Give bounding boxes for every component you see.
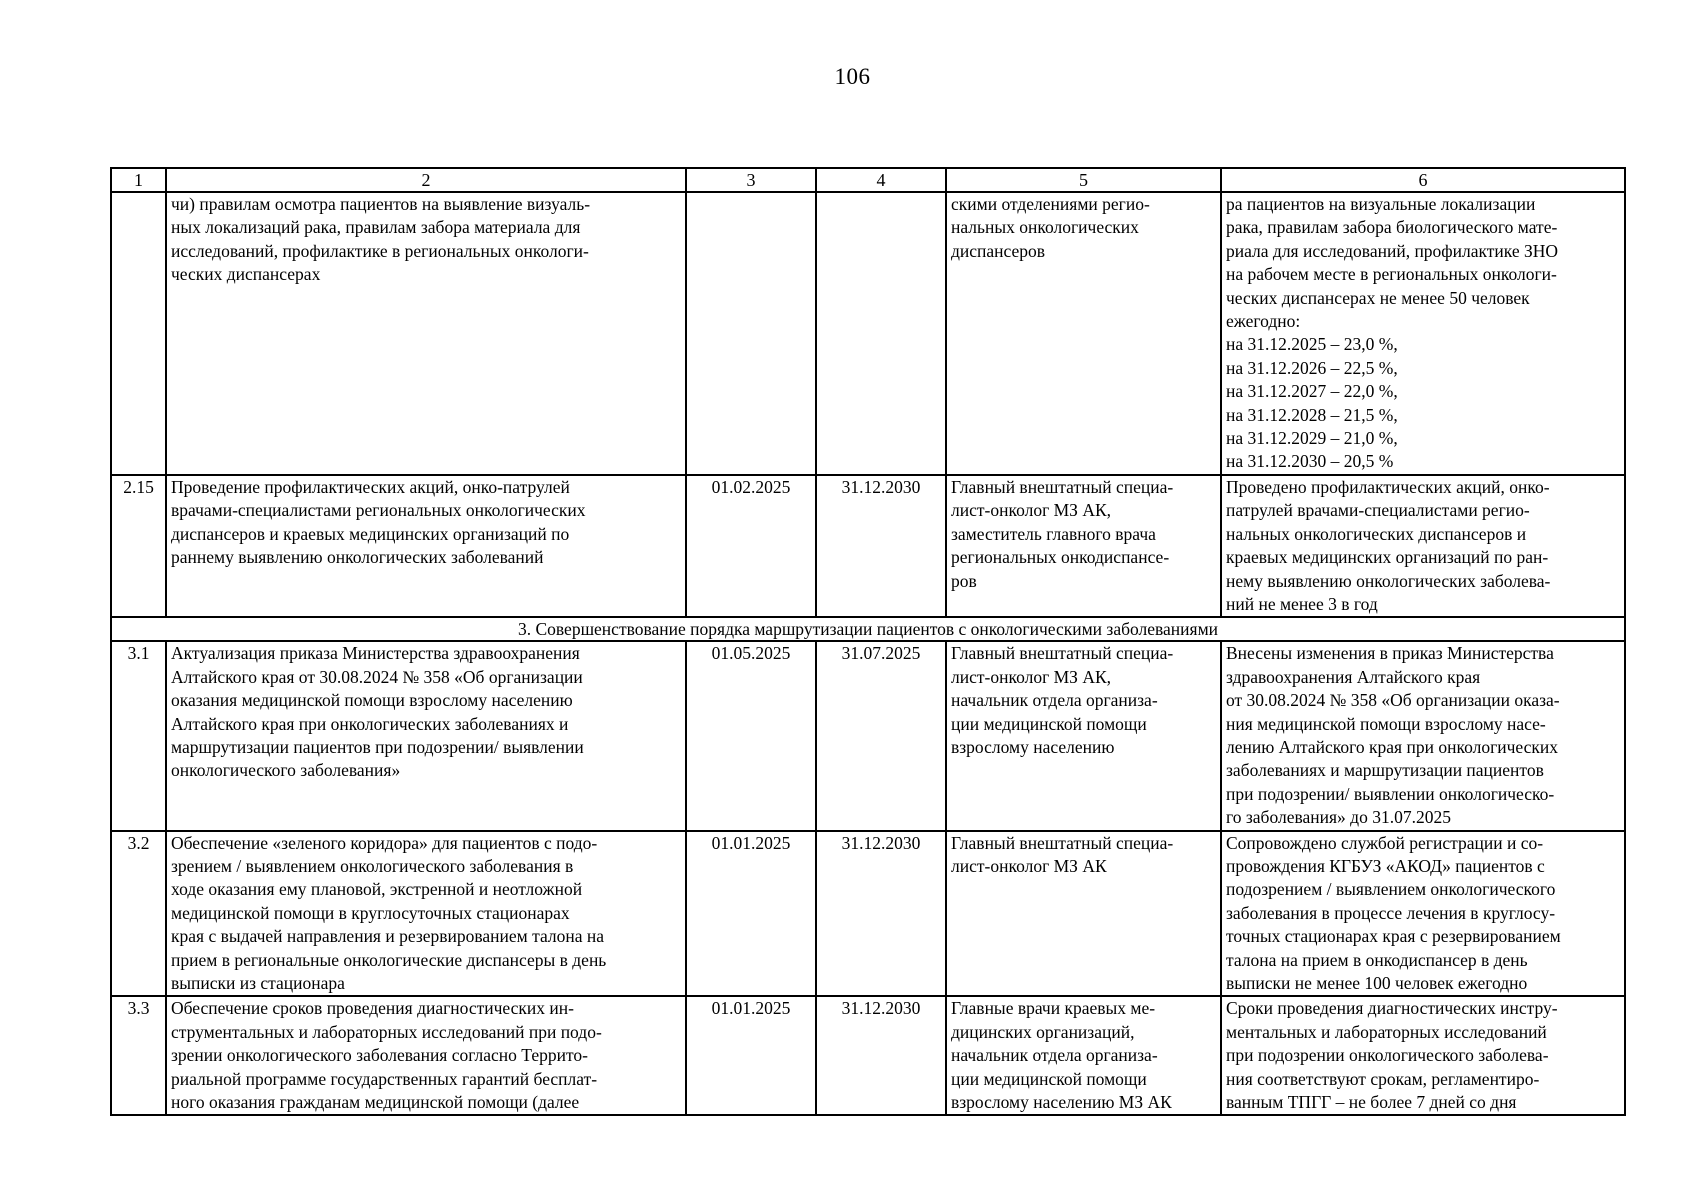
text-line: Главный внештатный специа- <box>951 476 1174 497</box>
text-line: талона на прием в онкодиспансер в день <box>1226 949 1528 970</box>
responsible-cell <box>946 641 1221 830</box>
activity-cell <box>166 641 686 830</box>
result-cell <box>1221 831 1625 997</box>
text-line: заместитель главного врача <box>951 523 1156 544</box>
activity-cell <box>166 831 686 997</box>
text-line: Обеспечение сроков проведения диагностических ин- <box>171 998 574 1019</box>
item-number-cell: 3.2 <box>111 831 166 997</box>
text-line: взрослому населению <box>951 736 1115 757</box>
text-line: чи) правилам осмотра пациентов на выявление визуаль- <box>171 194 591 214</box>
column-number-row <box>111 168 1625 192</box>
text-line: маршрутизации пациентов при подозрении/ выявлении <box>171 736 584 757</box>
start-date-cell: 01.01.2025 <box>686 996 816 1115</box>
text-line: Проведено профилактических акций, онко- <box>1226 476 1550 497</box>
action-plan-table <box>110 167 1626 1116</box>
text-line: нему выявлению онкологических заболева- <box>1226 570 1551 591</box>
text-line: Проведение профилактических акций, онко-патрулей <box>171 476 570 497</box>
text-line: Внесены изменения в приказ Министерства <box>1226 643 1554 664</box>
end-date-cell: 31.07.2025 <box>816 641 946 830</box>
text-line: на 31.12.2029 – 21,0 %, <box>1226 428 1398 449</box>
activity-cell <box>166 192 686 475</box>
text-line: при подозрении онкологического заболева- <box>1226 1045 1549 1066</box>
text-line: ния медицинской помощи взрослому насе- <box>1226 713 1546 734</box>
responsible-cell <box>946 996 1221 1115</box>
text-line: ра пациентов на визуальные локализации <box>1226 194 1536 214</box>
text-line: края с выдачей направления и резервированием талона на <box>171 926 605 947</box>
text-line: выписки не менее 100 человек ежегодно <box>1226 973 1528 993</box>
text-line: на 31.12.2026 – 22,5 %, <box>1226 357 1398 378</box>
text-line: провождения КГБУЗ «АКОД» пациентов с <box>1226 855 1545 876</box>
activity-cell <box>166 996 686 1115</box>
text-line: исследований, профилактике в региональных онкологи- <box>171 240 589 261</box>
text-line: дицинских организаций, <box>951 1021 1135 1042</box>
page-number: 106 <box>834 64 871 89</box>
text-line: зрении онкологического заболевания согласно Террито- <box>171 1045 588 1066</box>
text-line: диспансеров и краевых медицинских организаций по <box>171 523 570 544</box>
text-line: Главный внештатный специа- <box>951 643 1174 664</box>
text-line: Обеспечение «зеленого коридора» для пациентов с подо- <box>171 832 598 853</box>
end-date-cell <box>816 192 946 475</box>
item-number-cell: 3.3 <box>111 996 166 1115</box>
table-row <box>111 996 1625 1115</box>
text-line: здравоохранения Алтайского края <box>1226 666 1481 687</box>
start-date-cell <box>686 192 816 475</box>
text-line: начальник отдела организа- <box>951 1045 1158 1066</box>
text-line: врачами-специалистами региональных онкологических <box>171 500 586 521</box>
item-number-cell <box>111 192 166 475</box>
text-line: лист-онколог МЗ АК, <box>951 500 1112 521</box>
text-line: заболеваниях и маршрутизации пациентов <box>1226 760 1544 781</box>
result-cell <box>1221 475 1625 617</box>
text-line: от 30.08.2024 № 358 «Об организации оказа- <box>1226 690 1560 711</box>
text-line: краевых медицинских организаций по ран- <box>1226 547 1549 568</box>
text-line: медицинской помощи в круглосуточных стационарах <box>171 902 570 923</box>
table-row <box>111 475 1625 617</box>
text-line: заболевания в процессе лечения в круглосу- <box>1226 902 1556 923</box>
responsible-cell <box>946 192 1221 475</box>
text-line: скими отделениями регио- <box>951 194 1150 214</box>
text-line: Актуализация приказа Министерства здравоохранения <box>171 643 580 664</box>
text-line: Сроки проведения диагностических инстру- <box>1226 998 1558 1019</box>
text-line: ров <box>951 570 977 591</box>
text-line: нальных онкологических диспансеров и <box>1226 523 1527 544</box>
text-line: ния соответствуют срокам, регламентиро- <box>1226 1068 1540 1089</box>
responsible-cell <box>946 475 1221 617</box>
text-line: онкологического заболевания» <box>171 760 401 781</box>
text-line: рака, правилам забора биологического мате- <box>1226 217 1558 238</box>
text-line: ежегодно: <box>1226 311 1301 332</box>
text-line: го заболевания» до 31.07.2025 <box>1226 807 1451 828</box>
column-number-cell: 6 <box>1221 168 1625 192</box>
text-line: струментальных и лабораторных исследований при подо- <box>171 1021 602 1042</box>
text-line: риала для исследований, профилактике ЗНО <box>1226 240 1559 261</box>
table-row <box>111 641 1625 830</box>
result-cell <box>1221 641 1625 830</box>
section-title: 3. Совершенствование порядка маршрутизации пациентов с онкологическими заболеваниями <box>111 617 1625 641</box>
text-line: на 31.12.2025 – 23,0 %, <box>1226 334 1398 355</box>
text-line: лист-онколог МЗ АК, <box>951 666 1112 687</box>
text-line: Сопровождено службой регистрации и со- <box>1226 832 1544 853</box>
activity-cell <box>166 475 686 617</box>
text-line: на 31.12.2028 – 21,5 %, <box>1226 404 1398 425</box>
text-line: ции медицинской помощи <box>951 713 1147 734</box>
text-line: диспансеров <box>951 240 1046 261</box>
column-number-cell: 1 <box>111 168 166 192</box>
text-line: взрослому населению МЗ АК <box>951 1092 1172 1113</box>
text-line: на 31.12.2030 – 20,5 % <box>1226 451 1394 472</box>
text-line: ческих диспансерах <box>171 264 321 285</box>
table-row <box>111 831 1625 997</box>
text-line: лист-онколог МЗ АК <box>951 855 1107 876</box>
text-line: на 31.12.2027 – 22,0 %, <box>1226 381 1398 402</box>
end-date-cell: 31.12.2030 <box>816 475 946 617</box>
end-date-cell: 31.12.2030 <box>816 831 946 997</box>
text-line: на рабочем месте в региональных онкологи- <box>1226 264 1557 285</box>
table-row <box>111 192 1625 475</box>
text-line: Алтайского края при онкологических заболеваниях и <box>171 713 569 734</box>
text-line: Главные врачи краевых ме- <box>951 998 1156 1019</box>
result-cell <box>1221 192 1625 475</box>
text-line: лению Алтайского края при онкологических <box>1226 736 1559 757</box>
text-line: прием в региональные онкологические диспансеры в день <box>171 949 607 970</box>
text-line: ний не менее 3 в год <box>1226 593 1378 614</box>
end-date-cell: 31.12.2030 <box>816 996 946 1115</box>
text-line: при подозрении/ выявлении онкологическо- <box>1226 783 1555 804</box>
text-line: ного оказания гражданам медицинской помощи (далее <box>171 1092 580 1113</box>
column-number-cell: 2 <box>166 168 686 192</box>
column-number-cell: 4 <box>816 168 946 192</box>
start-date-cell: 01.02.2025 <box>686 475 816 617</box>
text-line: Алтайского края от 30.08.2024 № 358 «Об организации <box>171 666 583 687</box>
item-number-cell: 3.1 <box>111 641 166 830</box>
column-number-cell: 3 <box>686 168 816 192</box>
text-line: раннему выявлению онкологических заболеваний <box>171 547 544 568</box>
text-line: оказания медицинской помощи взрослому населению <box>171 690 573 711</box>
responsible-cell <box>946 831 1221 997</box>
text-line: ных локализаций рака, правилам забора материала для <box>171 217 581 238</box>
text-line: выписки из стационара <box>171 973 345 993</box>
start-date-cell: 01.01.2025 <box>686 831 816 997</box>
text-line: нальных онкологических <box>951 217 1139 238</box>
text-line: региональных онкодиспансе- <box>951 547 1170 568</box>
text-line: ческих диспансерах не менее 50 человек <box>1226 287 1530 308</box>
text-line: Главный внештатный специа- <box>951 832 1174 853</box>
text-line: патрулей врачами-специалистами регио- <box>1226 500 1530 521</box>
start-date-cell: 01.05.2025 <box>686 641 816 830</box>
text-line: ванным ТПГГ – не более 7 дней со дня <box>1226 1092 1517 1113</box>
section-heading-row <box>111 617 1625 641</box>
column-number-cell: 5 <box>946 168 1221 192</box>
text-line: ментальных и лабораторных исследований <box>1226 1021 1547 1042</box>
item-number-cell: 2.15 <box>111 475 166 617</box>
text-line: начальник отдела организа- <box>951 690 1158 711</box>
result-cell <box>1221 996 1625 1115</box>
text-line: ции медицинской помощи <box>951 1068 1147 1089</box>
text-line: точных стационарах края с резервированием <box>1226 926 1561 947</box>
text-line: риальной программе государственных гарантий бесплат- <box>171 1068 598 1089</box>
text-line: зрением / выявлением онкологического заболевания в <box>171 855 574 876</box>
text-line: ходе оказания ему плановой, экстренной и неотложной <box>171 879 583 900</box>
text-line: подозрением / выявлением онкологического <box>1226 879 1556 900</box>
